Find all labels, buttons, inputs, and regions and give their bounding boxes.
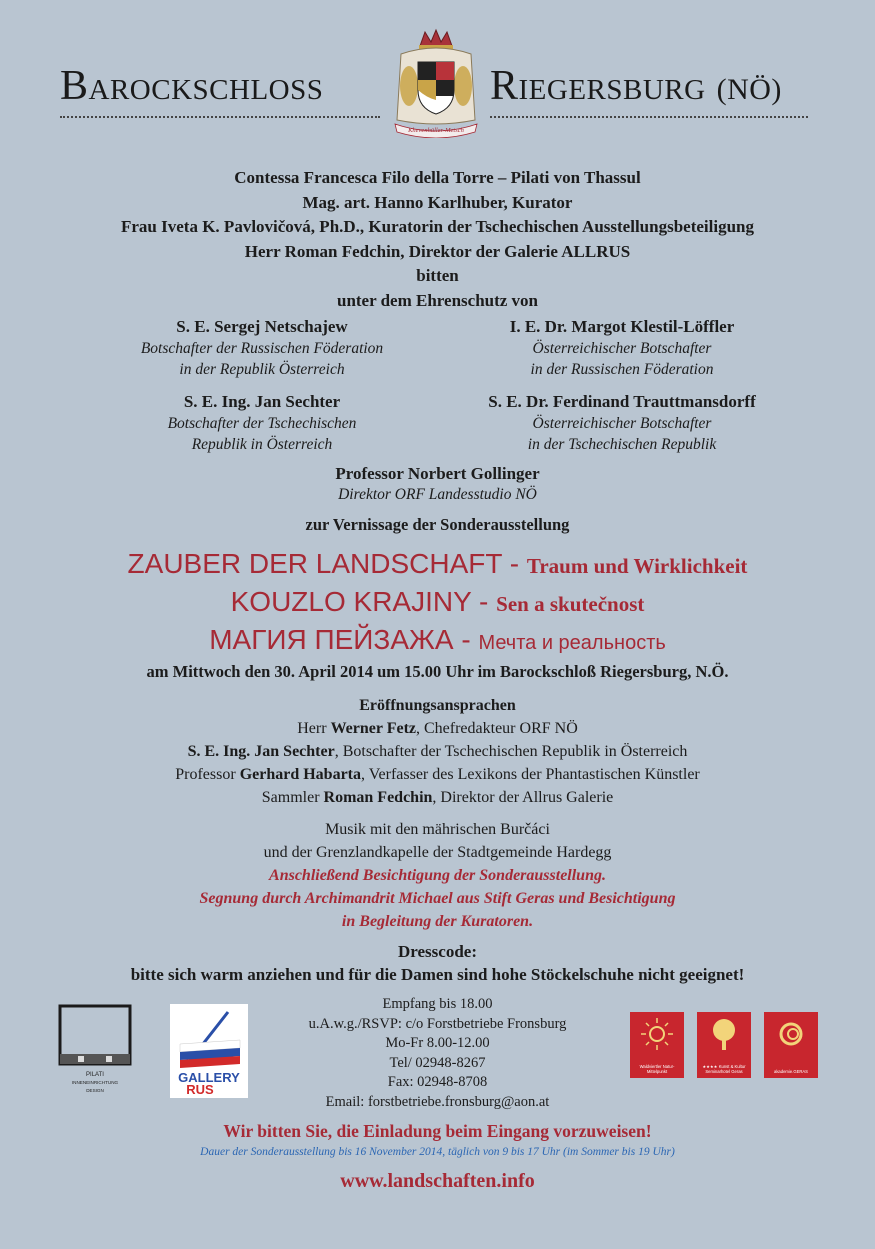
patron-desc: in der Russischen Föderation xyxy=(530,361,714,378)
pilati-caption-3: DESIGN xyxy=(86,1088,104,1093)
title-sub: Sen a skutečnost xyxy=(496,592,645,616)
rsvp-line-3: Mo-Fr 8.00-12.00 xyxy=(385,1035,490,1051)
allrus-line-1: GALLERY xyxy=(178,1070,240,1085)
patron-name: S. E. Sergej Netschajew xyxy=(176,317,348,336)
tree-icon xyxy=(697,1012,751,1058)
patron-1 xyxy=(92,316,432,381)
exhibition-duration: Dauer der Sonderausstellung bis 16 November 2014, täglich von 9 bis 17 Uhr (im Sommer bis 19 Uhr) xyxy=(200,1146,675,1158)
rsvp-line-1: Empfang bis 18.00 xyxy=(382,996,493,1012)
pilati-caption-2: INNENEINRICHTUNG xyxy=(71,1080,119,1085)
dotted-rule-right xyxy=(490,116,808,118)
dresscode-block xyxy=(0,940,875,986)
title-main: ZAUBER DER LANDSCHAFT xyxy=(127,548,502,579)
rsvp-email[interactable]: Email: forstbetriebe.fronsburg@aon.at xyxy=(325,1093,550,1110)
patron-name: S. E. Dr. Ferdinand Trauttmansdorff xyxy=(488,392,756,411)
music-line-1: Musik mit den mährischen Burčáci xyxy=(325,821,550,838)
title-sep: - xyxy=(471,586,497,617)
allrus-gallery-logo xyxy=(170,1004,248,1098)
patron-3 xyxy=(92,391,432,456)
music-line-2: und der Grenzlandkapelle der Stadtgemeinde Hardegg xyxy=(263,844,612,861)
dotted-rule-left xyxy=(60,116,380,118)
title-sep: - xyxy=(501,548,527,579)
patron-desc: Österreichischer Botschafter xyxy=(532,339,712,357)
rsvp-line-2: u.A.w.g./RSVP: c/o Forstbetriebe Fronsburg xyxy=(308,1015,567,1032)
badge-ring xyxy=(764,1012,818,1078)
music-line-4: Segnung durch Archimandrit Michael aus Stift Geras und Besichtigung xyxy=(199,890,676,907)
header-right-text: Riegersburg xyxy=(490,63,706,109)
speeches-block xyxy=(0,694,875,809)
header-title-right xyxy=(490,62,782,110)
speech-2: S. E. Ing. Jan Sechter, Botschafter der Tschechischen Republik in Österreich xyxy=(187,743,688,760)
bitten-text: bitten xyxy=(416,266,459,285)
rsvp-line-4: Tel/ 02948-8267 xyxy=(389,1054,486,1071)
gollinger-block xyxy=(0,463,875,505)
entry-notice: Wir bitten Sie, die Einladung beim Eingang vorzuweisen! xyxy=(223,1121,652,1141)
title-sep: - xyxy=(453,624,479,655)
music-line-5: in Begleitung der Kuratoren. xyxy=(341,913,534,930)
title-sub: Мечта и реальность xyxy=(478,632,666,654)
vernissage-text: zur Vernissage der Sonderausstellung xyxy=(305,515,570,534)
music-line-3: Anschließend Besichtigung der Sonderausstellung. xyxy=(269,867,606,884)
title-main: KOUZLO KRAJINY xyxy=(230,586,472,617)
host-line-3: Frau Iveta K. Pavlovičová, Ph.D., Kuratorin der Tschechischen Ausstellungsbeteiligung xyxy=(121,217,754,236)
patron-desc: Republik in Österreich xyxy=(191,436,333,453)
gollinger-name: Professor Norbert Gollinger xyxy=(335,464,540,483)
badge-caption: Waldviertler Natur- Mittelpunkt xyxy=(639,1064,675,1074)
pilati-logo xyxy=(58,1004,132,1100)
host-line-1: Contessa Francesca Filo della Torre – Pilati von Thassul xyxy=(234,168,641,187)
patron-desc: Botschafter der Tschechischen xyxy=(167,414,357,432)
exhibition-titles xyxy=(0,546,875,661)
event-date: am Mittwoch den 30. April 2014 um 15.00 Uhr im Barockschloß Riegersburg, N.Ö. xyxy=(146,662,729,681)
rsvp-line-5: Fax: 02948-8708 xyxy=(387,1074,488,1090)
patron-desc: Österreichischer Botschafter xyxy=(532,414,712,432)
host-line-4: Herr Roman Fedchin, Direktor der Galerie ALLRUS xyxy=(244,241,631,261)
badge-caption: akademie.GERAS xyxy=(774,1069,808,1074)
dresscode-text: bitte sich warm anziehen und für die Damen sind hohe Stöckelschuhe nicht geeignet! xyxy=(130,965,745,984)
dresscode-heading: Dresscode: xyxy=(398,942,477,961)
hosts-block xyxy=(0,166,875,313)
title-russian xyxy=(0,622,875,661)
title-german xyxy=(0,546,875,584)
coat-of-arms-icon xyxy=(387,28,485,138)
badge-caption: ★★★★ Kunst & Kultur Seminarhotel Geras xyxy=(702,1064,746,1074)
patron-4 xyxy=(452,391,792,456)
ehrenschutz-text: unter dem Ehrenschutz von xyxy=(336,290,539,310)
ring-icon xyxy=(764,1012,818,1058)
allrus-line-2: RUS xyxy=(186,1082,214,1097)
speech-3: Professor Gerhard Habarta, Verfasser des Lexikons der Phantastischen Künstler xyxy=(175,766,700,783)
title-main: МАГИЯ ПЕЙЗАЖА xyxy=(209,624,454,655)
crest-caption: Khevenhüller-Metsch xyxy=(408,127,464,134)
header-right-suffix: (NÖ) xyxy=(716,73,782,106)
patron-desc: in der Tschechischen Republik xyxy=(527,436,717,453)
badge-sun xyxy=(630,1012,684,1078)
patron-desc: Botschafter der Russischen Föderation xyxy=(140,339,384,357)
badge-tree xyxy=(697,1012,751,1078)
title-sub: Traum und Wirklichkeit xyxy=(526,554,748,578)
patron-desc: in der Republik Österreich xyxy=(179,361,345,378)
speech-4: Sammler Roman Fedchin, Direktor der Allrus Galerie xyxy=(261,789,614,806)
pilati-caption-1: PILATI xyxy=(86,1072,104,1078)
patron-name: S. E. Ing. Jan Sechter xyxy=(183,392,341,411)
patron-2 xyxy=(452,316,792,381)
title-czech xyxy=(0,584,875,622)
website-link[interactable]: www.landschaften.info xyxy=(340,1170,535,1192)
speeches-heading: Eröffnungsansprachen xyxy=(359,697,516,714)
sun-icon xyxy=(630,1012,684,1058)
speech-1: Herr Werner Fetz, Chefredakteur ORF NÖ xyxy=(297,720,578,737)
gollinger-desc: Direktor ORF Landesstudio NÖ xyxy=(338,486,537,503)
patron-name: I. E. Dr. Margot Klestil-Löffler xyxy=(509,317,735,336)
header-title-left: Barockschloss xyxy=(60,63,324,109)
music-block xyxy=(0,818,875,933)
host-line-2: Mag. art. Hanno Karlhuber, Kurator xyxy=(302,192,573,212)
